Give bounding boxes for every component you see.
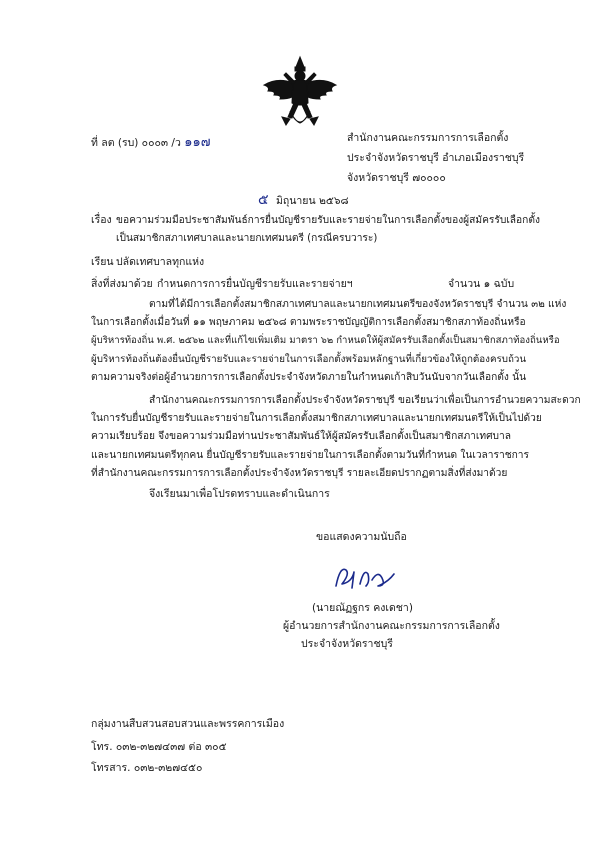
signatory-position-1: ผู้อำนวยการสำนักงานคณะกรรมการการเลือกตั้ง bbox=[283, 620, 500, 632]
signatory-name: (นายณัฏฐกร คงเดชา) bbox=[312, 602, 413, 614]
date-day-handwritten: ๕ bbox=[258, 192, 269, 208]
handwritten-signature-icon bbox=[330, 560, 400, 596]
enclosure-count: จำนวน ๑ ฉบับ bbox=[448, 278, 515, 290]
footer-fax: โทรสาร. ๐๓๒-๓๒๗๔๕๐ bbox=[91, 762, 203, 774]
body-paragraph-2 bbox=[91, 392, 581, 483]
letter-date bbox=[258, 193, 349, 209]
subject-label: เรื่อง bbox=[91, 214, 112, 226]
reference-number bbox=[91, 135, 211, 151]
closing-salutation: ขอแสดงความนับถือ bbox=[316, 531, 407, 543]
paragraph-1-line: ตามความจริงต่อผู้อำนวยการการเลือกตั้งประจำจังหวัดภายในกำหนดเก้าสิบวันนับจากวันเลือกตั้ง นั้น bbox=[91, 371, 527, 383]
enclosure-text: กำหนดการการยื่นบัญชีรายรับและรายจ่ายฯ bbox=[157, 278, 353, 290]
paragraph-1-line: ตามที่ได้มีการเลือกตั้งสมาชิกสภาเทศบาลและนายกเทศมนตรีของจังหวัดราชบุรี จำนวน ๓๒ แห่ง bbox=[149, 299, 567, 310]
body-paragraph-3: จึงเรียนมาเพื่อโปรดทราบและดำเนินการ bbox=[149, 488, 330, 500]
enclosure-label: สิ่งที่ส่งมาด้วย bbox=[91, 278, 153, 290]
paragraph-2-line: ที่สำนักงานคณะกรรมการการเลือกตั้งประจำจังหวัดราชบุรี รายละเอียดปรากฏตามสิ่งที่ส่งมาด้วย bbox=[91, 467, 508, 479]
subject-line-1: ขอความร่วมมือประชาสัมพันธ์การยื่นบัญชีรายรับและรายจ่ายในการเลือกตั้งของผู้สมัครรับเลือกตั้ง bbox=[116, 215, 540, 226]
subject-line-2: เป็นสมาชิกสภาเทศบาลและนายกเทศมนตรี (กรณีครบวาระ) bbox=[116, 233, 378, 244]
paragraph-1-line: ผู้บริหารท้องถิ่น พ.ศ. ๒๕๖๒ และที่แก้ไขเพิ่มเติม มาตรา ๖๒ กำหนดให้ผู้สมัครรับเลือกตั้งเป็นสมาชิกสภาท้องถิ่นหรือ bbox=[91, 335, 560, 347]
paragraph-1-line: ผู้บริหารท้องถิ่นต้องยื่นบัญชีรายรับและรายจ่ายในการเลือกตั้งพร้อมหลักฐานที่เกี่ยวข้องให้ถูกต้องครบถ้วน bbox=[91, 353, 527, 365]
footer-phone: โทร. ๐๓๒-๓๒๗๔๓๗ ต่อ ๓๐๕ bbox=[91, 741, 227, 753]
sender-address-line-3: จังหวัดราชบุรี ๗๐๐๐๐ bbox=[347, 172, 446, 184]
paragraph-2-line: ความเรียบร้อย จึงขอความร่วมมือท่านประชาสัมพันธ์ให้ผู้สมัครรับเลือกตั้งเป็นสมาชิกสภาเทศบาล bbox=[91, 431, 511, 443]
reference-prefix: ที่ ลต (รบ) ๐๐๐๓ /ว bbox=[91, 137, 181, 149]
signatory-position-2: ประจำจังหวัดราชบุรี bbox=[301, 638, 393, 650]
recipient-text: ปลัดเทศบาลทุกแห่ง bbox=[116, 256, 205, 268]
paragraph-1-line: ในการเลือกตั้งเมื่อวันที่ ๑๑ พฤษภาคม ๒๕๖๘ ตามพระราชบัญญัติการเลือกตั้งสมาชิกสภาท้องถิ่นหรือ bbox=[91, 317, 526, 329]
recipient-label: เรียน bbox=[91, 256, 114, 268]
sender-address-line-1: สำนักงานคณะกรรมการการเลือกตั้ง bbox=[347, 132, 509, 144]
garuda-emblem-icon bbox=[260, 55, 340, 135]
paragraph-2-line: สำนักงานคณะกรรมการการเลือกตั้งประจำจังหวัดราชบุรี ขอเรียนว่าเพื่อเป็นการอำนวยความสะดวก bbox=[149, 395, 581, 406]
body-paragraph-1 bbox=[91, 296, 567, 387]
reference-handwritten-number: ๑๑๗ bbox=[184, 135, 211, 150]
paragraph-2-line: และนายกเทศมนตรีทุกคน ยื่นบัญชีรายรับและรายจ่ายในการเลือกตั้งตามวันที่กำหนด ในเวลาราชการ bbox=[91, 449, 529, 461]
footer-department: กลุ่มงานสืบสวนสอบสวนและพรรคการเมือง bbox=[91, 718, 285, 730]
sender-address-line-2: ประจำจังหวัดราชบุรี อำเภอเมืองราชบุรี bbox=[347, 152, 525, 164]
date-month-year: มิถุนายน ๒๕๖๘ bbox=[275, 195, 349, 207]
paragraph-2-line: ในการรับยื่นบัญชีรายรับและรายจ่ายในการเลือกตั้งสมาชิกสภาเทศบาลและนายกเทศมนตรีให้เป็นไปด้วย bbox=[91, 413, 542, 425]
